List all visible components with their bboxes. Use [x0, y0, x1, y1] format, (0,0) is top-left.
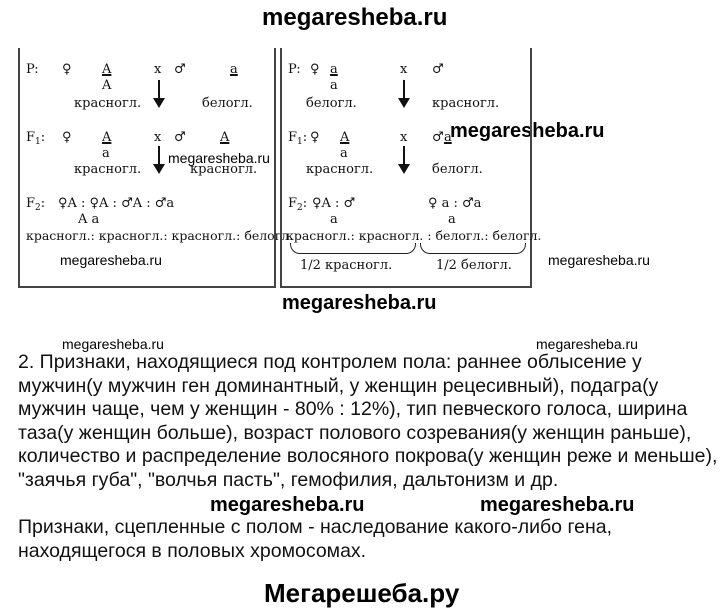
p-female-phenotype: белогл. — [306, 96, 357, 111]
f1-female-genotype-x2: a — [340, 146, 348, 161]
f2-label: $F_2$: — [26, 196, 46, 213]
p-female-genotype-x2: a — [330, 78, 338, 93]
watermark-middle: megaresheba.ru — [282, 292, 437, 314]
answer-paragraph-2 — [18, 351, 717, 492]
p-female-phenotype: красногл. — [74, 96, 142, 111]
female-symbol: ♀ — [310, 62, 320, 77]
half-red-eyed: 1/2 красногл. — [300, 258, 393, 273]
male-symbol: ♂ — [432, 62, 444, 77]
f2-genotypes-right-second: a — [448, 212, 456, 227]
cross-symbol: x — [400, 62, 408, 77]
female-symbol: ♀ — [62, 130, 72, 145]
watermark-side: megaresheba.ru — [548, 252, 650, 268]
f1-female-phenotype: красногл. — [74, 162, 142, 177]
f2-phenotypes: красногл.: красногл.: красногл.: белогл. — [26, 228, 294, 243]
cross-symbol: x — [154, 130, 162, 145]
f2-label: $F_2$: — [288, 196, 308, 213]
text-line: 2. Признаки, находящиеся под контролем пола: раннее облысение у — [18, 351, 642, 373]
down-arrow-icon — [158, 146, 160, 172]
half-white-eyed: 1/2 белогл. — [436, 258, 512, 273]
f1-female-genotype-x2: a — [102, 146, 110, 161]
male-symbol: ♂ — [174, 130, 186, 145]
watermark-text-right: megaresheba.ru — [536, 336, 638, 352]
p-male-phenotype: белогл. — [202, 96, 253, 111]
text-line: "заячья губа", "волчья пасть", гемофилия, дальтонизм и др. — [18, 468, 559, 491]
f1-label: $F_1$: — [26, 130, 46, 147]
f1-male-genotype: A — [220, 130, 230, 145]
f1-label: $F_1$: — [288, 130, 308, 147]
cross-symbol: x — [154, 62, 162, 77]
f1-male-phenotype: белогл. — [432, 162, 483, 177]
watermark-schema-left: megaresheba.ru — [60, 252, 162, 268]
watermark-schema-right: megaresheba.ru — [450, 120, 605, 142]
f2-genotypes-left: ♀A : ♂ — [312, 196, 356, 211]
female-symbol: ♀ — [310, 130, 320, 145]
p-female-genotype-x2: A — [102, 78, 112, 93]
f1-male-genotype: a — [444, 130, 452, 145]
text-line: таза(у женщин больше), возраст полового созревания(у женщин раньше), — [18, 421, 692, 444]
f2-genotypes-second: A a — [78, 212, 100, 227]
f2-genotypes-left-second: a — [330, 212, 338, 227]
down-arrow-icon — [158, 80, 160, 106]
text-line: мужчин(у мужчин ген доминантный, у женщин рецесивный), подагра(у — [18, 374, 659, 397]
text-line: мужчин чаще, чем у женщин - 80% : 12%), тип певческого голоса, ширина — [18, 398, 688, 420]
p-label: P: — [26, 62, 39, 77]
footer-title: Мегарешеба.ру — [264, 578, 460, 608]
down-arrow-icon — [403, 80, 405, 106]
f1-male-phenotype: красногл. — [190, 162, 258, 177]
text-line: Признаки, сцепленные с полом - наследование какого-либо гена, — [18, 516, 613, 538]
male-symbol: ♂ — [174, 62, 186, 77]
p-female-genotype-x1: a — [330, 62, 338, 77]
p-label: P: — [288, 62, 301, 77]
down-arrow-icon — [403, 146, 405, 172]
f1-female-genotype-x1: A — [102, 130, 112, 145]
watermark-schema-center: megaresheba.ru — [168, 150, 270, 166]
text-line: находящегося в половых хромосомах. — [18, 539, 367, 562]
f1-female-phenotype: красногл. — [306, 162, 374, 177]
watermark-top: megaresheba.ru — [262, 4, 448, 31]
p-female-genotype-x1: A — [102, 62, 112, 77]
f2-phenotypes: красногл.: красногл. : белогл.: белогл. — [286, 228, 542, 243]
f2-genotypes: ♀A : ♀A : ♂A : ♂a — [58, 196, 175, 211]
f1-female-genotype-x1: A — [340, 130, 350, 145]
p-male-phenotype: красногл. — [432, 96, 500, 111]
answer-paragraph-linked — [18, 516, 612, 563]
p-male-genotype: a — [230, 62, 238, 77]
watermark-text-right2: megaresheba.ru — [480, 494, 635, 516]
watermark-text-center: megaresheba.ru — [210, 494, 365, 516]
male-symbol: ♂ — [432, 130, 444, 145]
group-brace-left — [290, 243, 416, 254]
watermark-text-left: megaresheba.ru — [62, 336, 164, 352]
female-symbol: ♀ — [62, 62, 72, 77]
text-line: количество и распределение волосяного покрова(у женщин реже и меньше), — [18, 445, 718, 467]
f2-genotypes-right: ♀ a : ♂a — [428, 196, 482, 211]
group-brace-right — [420, 243, 526, 254]
cross-symbol: x — [400, 130, 408, 145]
